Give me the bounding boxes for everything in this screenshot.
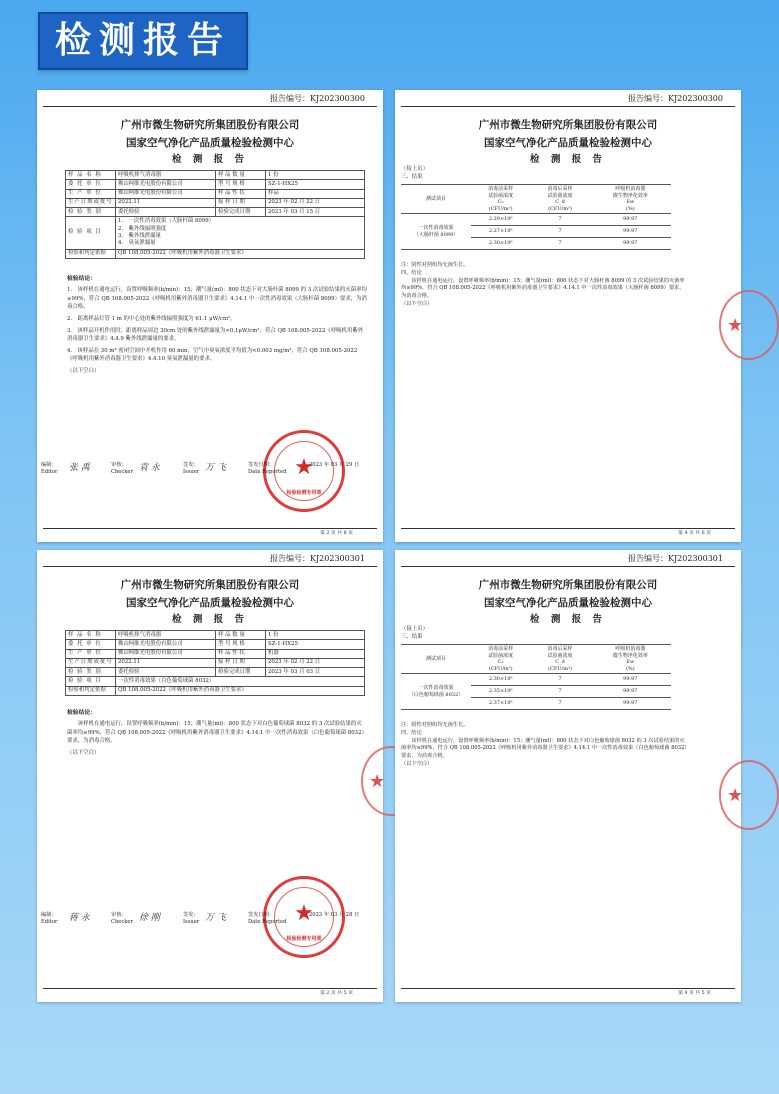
value: 佛山柯维光电股份有限公司 [116, 180, 216, 189]
label: 接 样 日 期 [216, 658, 266, 667]
divider [401, 988, 735, 989]
col-header: 呼吸机消毒器 微生物净化效率 Ew (%) [590, 185, 671, 214]
label: 接 样 日 期 [216, 198, 266, 207]
label: 检 验 类 别 [66, 668, 116, 677]
conclusion-para: 3. 该样品开机作用时，距离样品周边 30cm 处的紫外线泄漏量为<0.1μW/cm²，符合 QB 108.005-2022《呼吸机用紫外消毒器卫生要求》4.4.9 紫外线泄漏量的要求。 [67, 327, 364, 343]
label: 生产日期或批号 [66, 198, 116, 207]
table-row [401, 674, 671, 686]
cell: 99.97 [590, 686, 671, 698]
value: SZ-1-HX25 [266, 640, 365, 649]
handwritten-signature: 张 禹 [69, 463, 90, 473]
note: 注：阴性对照组均无菌生长。 [401, 722, 469, 728]
cell: 99.97 [590, 674, 671, 686]
page-footer: 第 2 页 共 6 页 [320, 530, 353, 536]
results-table [401, 184, 671, 250]
divider [43, 528, 377, 529]
conclusion-para: 1. 该样机在通电运行，设置呼吸频率(b/min)：15；潮气量(ml)：800 状态下对大肠杆菌 8099 的 3 次试验结果的灭菌率均≥99%，符合 QB 108.005-2022《呼吸机用紫外消毒器卫生要求》4.14.1 中一次性消毒效果（大肠杆菌 8099）要求，为消毒合格。 [67, 287, 367, 311]
editor-label: 编制： Editor [41, 462, 58, 476]
label: 检验完成日期 [216, 668, 266, 677]
section-heading: （接上页） 三、结果 [401, 166, 428, 180]
value: 呼吸机排气消毒器 [116, 171, 216, 180]
handwritten-signature: 蒋 永 [69, 913, 90, 923]
label: 检 验 项 目 [66, 217, 116, 249]
date-label: 签发日期： Date Reported [248, 462, 287, 476]
editor-label: 编制： Editor [41, 912, 58, 926]
label: 检 验 类 别 [66, 208, 116, 217]
blank-note: （以下空白） [67, 368, 100, 375]
org-name: 广州市微生物研究所集团股份有限公司 [478, 579, 658, 591]
issue-date: 2023 年 03 月 29 日 [309, 462, 360, 468]
divider [401, 528, 735, 529]
value: 委托检验 [116, 208, 216, 217]
label: 样 品 性 状 [216, 189, 266, 198]
cell: 99.97 [590, 226, 671, 238]
page-footer: 第 2 页 共 5 页 [320, 990, 353, 996]
center-name: 国家空气净化产品质量检验检测中心 [484, 137, 652, 149]
item: 4. 臭氧泄漏量 [118, 240, 156, 247]
cell: 2.29×10⁶ [471, 214, 530, 226]
handwritten-signature: 袁 永 [139, 463, 160, 473]
cell: 7 [530, 686, 589, 698]
conclusion-text [67, 720, 367, 761]
red-seal-icon: ★ [361, 746, 421, 816]
label: 委 托 单 位 [66, 180, 116, 189]
report-page-4 [395, 550, 744, 1002]
blank-note: （以下空白） [401, 300, 433, 307]
conclusion-para: 该样机在通电运行，设置呼吸频率(b/min)：15；潮气量(ml)：800 状态下对大肠杆菌 8099 的 3 次试验结果的灭菌率均≥99%，符合 QB 108.005-2022《呼吸机用紫外消毒器卫生要求》4.14.1 中一次性消毒效果（大肠杆菌 8099）要求，为消毒合格。 [401, 277, 685, 300]
value: 1 份 [266, 631, 365, 640]
label: 样 品 数 量 [216, 171, 266, 180]
cell: 7 [530, 238, 589, 250]
col-header: 消毒前采样 试验菌浓度 Cₙ (CFU/m³) [471, 185, 530, 214]
value: 样品 [266, 189, 365, 198]
conclusion-para: 4. 该样品在 30 m³ 密闭空间中开机作用 60 min，空气中臭氧浓度平均值为<0.003 mg/m³，符合 QB 108.005-2022《呼吸机用紫外消毒器卫生要求》4.4.10 臭氧泄漏量的要求。 [67, 347, 358, 363]
section-heading: （接上页） 三、结果 [401, 626, 428, 640]
conclusion-text [67, 286, 367, 379]
col-header: 消毒前采样 试验菌浓度 Cₙ (CFU/m³) [471, 645, 530, 674]
divider [43, 988, 377, 989]
blank-note: （以下空白） [401, 760, 433, 767]
page-footer: 第 4 页 共 5 页 [678, 990, 711, 996]
report-number: 报告编号：KJ202300300 [270, 94, 365, 103]
label: 检验和判定依据 [66, 686, 116, 695]
results-notes [401, 722, 689, 769]
report-page-2 [395, 90, 744, 542]
section-heading: 四、结论 [401, 729, 422, 736]
note: 注：阴性对照组均无菌生长。 [401, 262, 469, 268]
report-number: 报告编号：KJ202300301 [628, 554, 723, 563]
cell: 99.97 [590, 214, 671, 226]
col-header: 测试项目 [401, 185, 471, 214]
value: 2022.11 [116, 658, 216, 667]
cell: 7 [530, 214, 589, 226]
org-name: 广州市微生物研究所集团股份有限公司 [120, 119, 300, 131]
label: 生 产 单 位 [66, 649, 116, 658]
value: 2023 年 03 月 15 日 [266, 208, 365, 217]
col-header: 消毒后采样 试验菌浓度 C_d (CFU/m³) [530, 185, 589, 214]
conclusion-para: 该样机在通电运行，设置呼吸频率(b/min)：15；潮气量(ml)：800 状态下对白色葡萄球菌 8032 的 3 次试验结果的灭菌率均≥99%，符合 QB 108.005-2022《呼吸机用紫外消毒器卫生要求》4.14.1 中一次性消毒效果（白色葡萄球菌 8032）要求，为消毒合格。 [401, 737, 687, 760]
report-title: 检 测 报 告 [172, 614, 248, 625]
label: 生产日期或批号 [66, 658, 116, 667]
report-number: 报告编号：KJ202300301 [270, 554, 365, 563]
value: 佛山柯维光电股份有限公司 [116, 189, 216, 198]
label: 型 号 规 格 [216, 180, 266, 189]
col-header: 呼吸机消毒器 微生物净化效率 Ew (%) [590, 645, 671, 674]
label: 检 验 项 目 [66, 677, 116, 686]
item: 2. 紫外线辐照强度 [118, 225, 167, 232]
banner-title: 检测报告 [38, 12, 248, 70]
label: 检验完成日期 [216, 208, 266, 217]
cell: 7 [530, 698, 589, 710]
report-number: 报告编号：KJ202300300 [628, 94, 723, 103]
value: 委托检验 [116, 668, 216, 677]
center-name: 国家空气净化产品质量检验检测中心 [126, 597, 294, 609]
divider [401, 106, 735, 107]
issuer-label: 签发： Issuer [183, 912, 200, 926]
center-name: 国家空气净化产品质量检验检测中心 [126, 137, 294, 149]
item: 1. 一次性消毒效果（大肠杆菌 8099） [118, 218, 215, 225]
value: QB 108.005-2022《呼吸机用紫外消毒器卫生要求》 [116, 249, 365, 258]
label: 型 号 规 格 [216, 640, 266, 649]
report-page-1 [37, 90, 383, 542]
value: 佛山柯维光电股份有限公司 [116, 649, 216, 658]
cell: 2.30×10⁶ [471, 674, 530, 686]
label: 委 托 单 位 [66, 640, 116, 649]
checker-label: 审核： Checker [111, 912, 133, 926]
org-name: 广州市微生物研究所集团股份有限公司 [478, 119, 658, 131]
divider [43, 106, 377, 107]
col-header: 测试项目 [401, 645, 471, 674]
page-footer: 第 4 页 共 6 页 [678, 530, 711, 536]
test-item: 一次性消毒效果 （白色葡萄球菌 8032） [401, 674, 471, 710]
divider [401, 566, 735, 567]
report-title: 检 测 报 告 [530, 154, 606, 165]
conclusion-para: 该样机在通电运行，设置呼吸频率(b/min)：15；潮气量(ml)：800 状态下对白色葡萄球菌 8032 的 3 次试验结果的灭菌率均≥99%，符合 QB 108.005-2022《呼吸机用紫外消毒器卫生要求》4.14.1 中一次性消毒效果（白色葡萄球菌 8032）要求，为消毒合格。 [67, 721, 367, 745]
red-seal-icon: ★ [719, 290, 779, 360]
sample-info-table [65, 630, 365, 696]
value: 2022.11 [116, 198, 216, 207]
conclusion-title: 检验结论： [67, 276, 96, 282]
section-heading: 四、结论 [401, 269, 422, 276]
handwritten-signature: 万 飞 [205, 463, 226, 473]
label: 样 品 名 称 [66, 631, 116, 640]
conclusion-para: 2. 距离样品灯管 1 m 的中心处的紫外线辐照强度为 61.1 μW/cm²。 [67, 315, 236, 322]
handwritten-signature: 万 飞 [205, 913, 226, 923]
label: 样 品 性 状 [216, 649, 266, 658]
cell: 2.27×10⁶ [471, 226, 530, 238]
label: 样 品 名 称 [66, 171, 116, 180]
item: 3. 紫外线泄漏量 [118, 233, 161, 240]
org-name: 广州市微生物研究所集团股份有限公司 [120, 579, 300, 591]
red-seal-icon: ★ 检验检测专用章 [263, 430, 345, 512]
conclusion-title: 检验结论： [67, 710, 96, 716]
value: SZ-1-HX25 [266, 180, 365, 189]
issuer-label: 签发： Issuer [183, 462, 200, 476]
results-notes [401, 262, 689, 309]
red-seal-icon: ★ 检验检测专用章 [263, 876, 345, 958]
col-header: 消毒后采样 试验菌浓度 C_d (CFU/m³) [530, 645, 589, 674]
cell: 2.37×10⁶ [471, 698, 530, 710]
center-name: 国家空气净化产品质量检验检测中心 [484, 597, 652, 609]
red-seal-icon: ★ [719, 760, 779, 830]
value: QB 108.005-2022《呼吸机用紫外消毒器卫生要求》 [116, 686, 365, 695]
blank-note: （以下空白） [67, 749, 100, 756]
item: 一次性消毒效果（白色葡萄球菌 8032） [116, 677, 365, 686]
value: 2023 年 02 月 22 日 [266, 658, 365, 667]
handwritten-signature: 徐 刚 [139, 913, 160, 923]
label: 样 品 数 量 [216, 631, 266, 640]
value: 2023 年 02 月 22 日 [266, 198, 365, 207]
value: 呼吸机排气消毒器 [116, 631, 216, 640]
checker-label: 审核： Checker [111, 462, 133, 476]
label: 检验和判定依据 [66, 249, 116, 258]
test-item: 一次性消毒效果 （大肠杆菌 8099） [401, 214, 471, 250]
divider [43, 566, 377, 567]
cell: 99.97 [590, 238, 671, 250]
sample-info-table [65, 170, 365, 259]
cell: 99.97 [590, 698, 671, 710]
cell: 2.30×10⁶ [471, 238, 530, 250]
results-table [401, 644, 671, 710]
table-row [401, 214, 671, 226]
date-label: 签发日期： Date Reported [248, 912, 287, 926]
cell: 2.35×10⁶ [471, 686, 530, 698]
label: 生 产 单 位 [66, 189, 116, 198]
report-title: 检 测 报 告 [530, 614, 606, 625]
cell: 7 [530, 226, 589, 238]
value: 佛山柯维光电股份有限公司 [116, 640, 216, 649]
report-title: 检 测 报 告 [172, 154, 248, 165]
value: 2023 年 03 月 03 日 [266, 668, 365, 677]
value: 机器 [266, 649, 365, 658]
value: 1 份 [266, 171, 365, 180]
report-page-3 [37, 550, 386, 1002]
cell: 7 [530, 674, 589, 686]
issue-date: 2023 年 03 月 28 日 [309, 912, 360, 918]
